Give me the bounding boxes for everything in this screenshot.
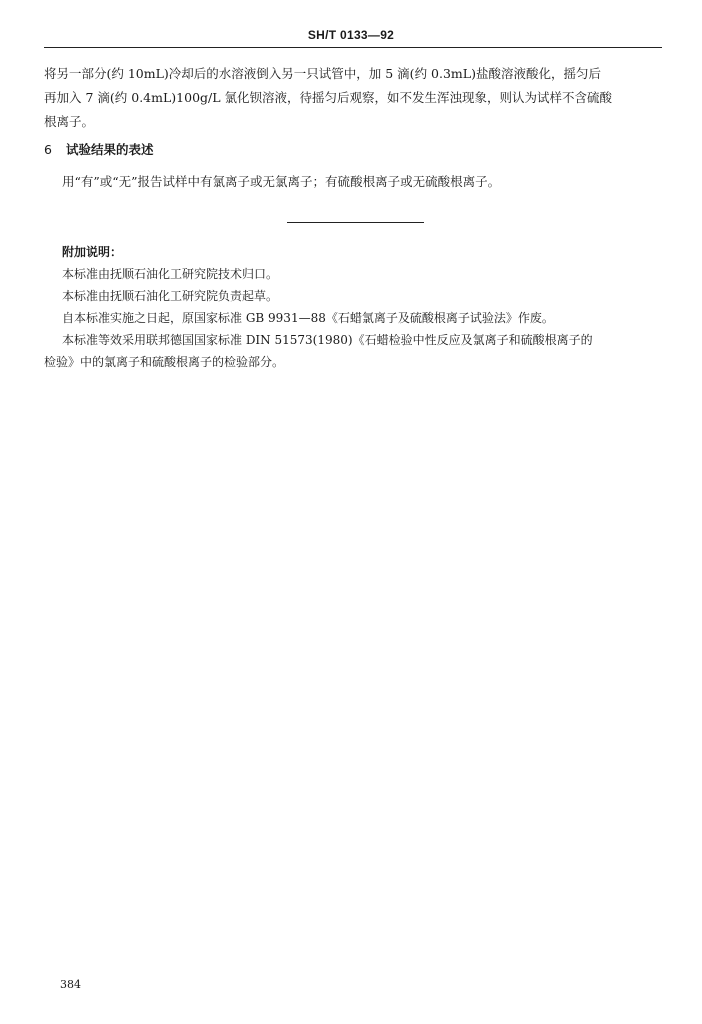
end-rule [287, 222, 424, 223]
body-paragraph-line-2: 再加入 7 滴(约 0.4mL)100g/L 氯化钡溶液，待摇匀后观察，如不发生浑浊现象，则认为试样不含硫酸 [44, 90, 613, 105]
notes-line-4: 本标准等效采用联邦德国国家标准 DIN 51573(1980)《石蜡检验中性反应及氯离子和硫酸根离子的 [62, 333, 593, 347]
body-paragraph-line-3: 根离子。 [44, 114, 95, 129]
notes-line-3: 自本标准实施之日起，原国家标准 GB 9931—88《石蜡氯离子及硫酸根离子试验法》作废。 [62, 311, 554, 325]
section-number: 6 [44, 142, 52, 157]
header-rule [44, 47, 662, 48]
page-header-code: SH/T 0133—92 [307, 28, 395, 42]
section-title: 试验结果的表述 [66, 142, 154, 157]
notes-line-1: 本标准由抚顺石油化工研究院技术归口。 [62, 267, 279, 281]
notes-line-4-continued: 检验》中的氯离子和硫酸根离子的检验部分。 [44, 355, 285, 369]
body-paragraph-line-1: 将另一部分(约 10mL)冷却后的水溶液倒入另一只试管中，加 5 滴(约 0.3mL)盐酸溶液酸化，摇匀后 [44, 66, 601, 81]
page-number: 384 [60, 978, 81, 991]
notes-title: 附加说明： [62, 245, 123, 259]
section-heading [44, 140, 154, 158]
notes-line-2: 本标准由抚顺石油化工研究院负责起草。 [62, 289, 279, 303]
section-text: 用“有”或“无”报告试样中有氯离子或无氯离子；有硫酸根离子或无硫酸根离子。 [62, 174, 501, 189]
